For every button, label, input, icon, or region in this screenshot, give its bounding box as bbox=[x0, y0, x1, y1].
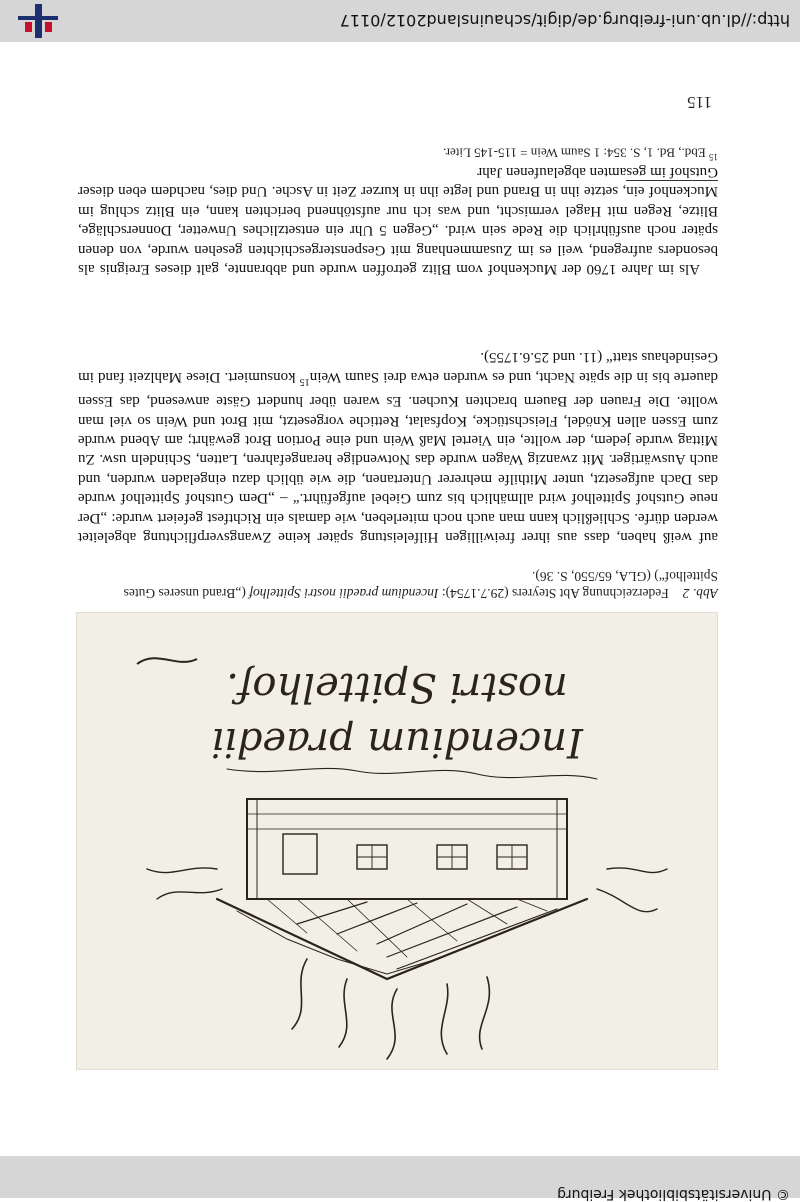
footnote-ref-15: 15 bbox=[299, 375, 310, 387]
caption-suffix: („Brand unseres Gutes Spittelhof“) (GLA, 65/550, S. 36). bbox=[123, 569, 718, 601]
figure-pen-drawing bbox=[76, 612, 718, 1070]
paragraph-1-text: auf weiß haben, dass aus ihrer freiwilligen Hilfeleistung später keine Zwangsverpflichtung abgeleitet werden dürfe. Schließlich kann man auch noch miterleben, wie damals ein Richtfest gefeiert wurde: „Der neue Gutshof Spittelhof wird allmählich bis zum Giebel aufgeführt.“ – „Dem Gutshof Spittelhof wurde das Dach aufgesetzt, unter Mithilfe mehrerer Untertanen, die wie üblich dazu eingeladen wurden, und auch Auswärtiger. Mit zwanzig Wagen wurde das Notwendige herangefahren, Latten, Schindeln usw. Zu Mittag wurde jedem, der wollte, ein Viertel Maß Wein und eine Portion Brot gewährt; am Abend wurde zum Essen allen Knödel, Fleischstücke, Kopfsalat, Rettiche vorgesetzt, mit Brot und Wein so viel man wollte. Die Frauen der Bauern brachten Kuchen. Es waren über hundert Gäste anwesend, das Essen dauerte bis in die späte Nacht, und es wurden etwa drei Saum Wein bbox=[78, 368, 718, 545]
footnote-15 bbox=[443, 145, 718, 162]
script-line-2: nostri Spittelhof. bbox=[226, 664, 568, 710]
footnote-divider bbox=[626, 180, 718, 181]
caption-italic: Incendium praedii nostri Spittelhof bbox=[249, 586, 439, 601]
page-number: 115 bbox=[687, 93, 712, 112]
script-line-1: Incendium praedii bbox=[211, 719, 583, 765]
source-url-link[interactable]: http://dl.ub.uni-freiburg.de/digit/schauinsland2012/0117 bbox=[339, 11, 790, 30]
footnote-mark: 15 bbox=[709, 152, 718, 162]
paragraph-1 bbox=[78, 347, 718, 546]
burning-farmhouse-sketch bbox=[77, 613, 717, 1069]
caption-prefix: Federzeichnung Abt Steyrers (29.7.1754): bbox=[438, 586, 669, 601]
figure-caption bbox=[78, 568, 718, 602]
paragraph-1-end: konsumiert. Diese Mahlzeit fand im Gesindehaus statt“ (11. und 25.6.1755). bbox=[78, 349, 718, 385]
viewer-url-bar bbox=[0, 0, 800, 42]
footnote-text: Ebd., Bd. 1, S. 354: 1 Saum Wein = 115-145 Liter. bbox=[443, 145, 709, 161]
figure-label: Abb. 2 bbox=[682, 586, 718, 601]
paragraph-2: Als im Jahre 1760 der Muckenhof vom Blitz getroffen wurde und abbrannte, galt dieses Ereignis als besonders aufregend, weil es im Zusammenhang mit Gespenstergeschichten gesehen wurde, von denen später noch ausführlich die Rede sein wird. „Gegen 5 Uhr ein entsetzliches Unwetter, Donnerschläge, Blitze, Regen mit Hagel vermischt, und was ich nur aufstöhnend berichten kann, ein Blitz schlug im Muckenhof ein, setzte ihn in Brand und legte ihn in kurzer Zeit in Asche. Und dies, nachdem eben dieser Gutshof im gesamten abgelaufenen Jahr bbox=[78, 163, 718, 277]
copyright-credit: © Universitätsbibliothek Freiburg bbox=[557, 1186, 790, 1202]
ub-freiburg-logo-icon bbox=[18, 4, 58, 38]
viewer-footer-bar bbox=[0, 1156, 800, 1202]
